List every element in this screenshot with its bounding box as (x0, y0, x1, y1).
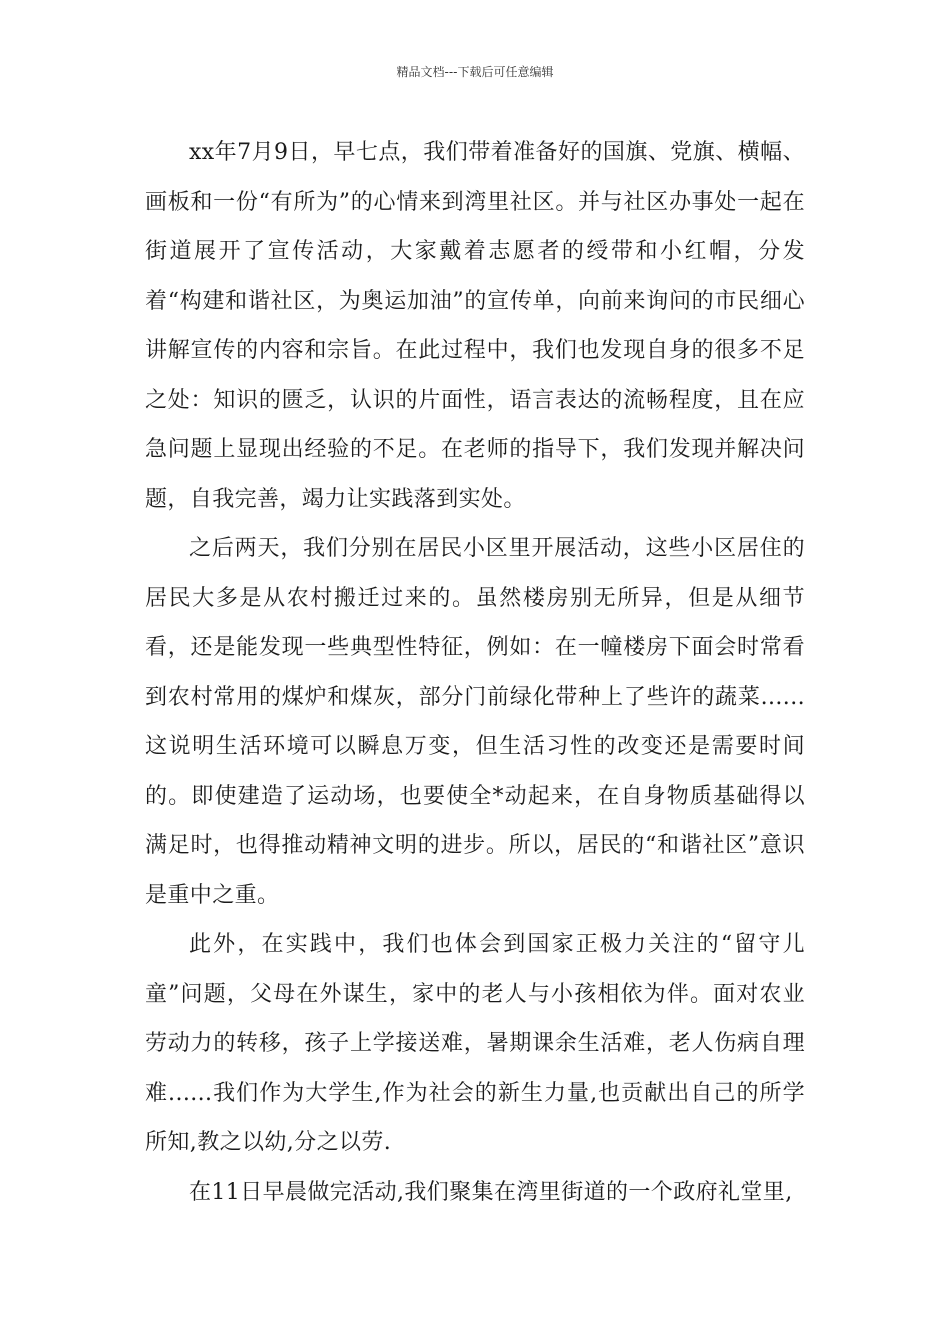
paragraph-2: 之后两天，我们分别在居民小区里开展活动，这些小区居住的居民大多是从农村搬迁过来的。虽然楼房别无所异，但是从细节看，还是能发现一些典型性特征，例如：在一幢楼房下面会时常看到农村常用的煤炉和煤灰，部分门前绿化带种上了些许的蔬菜......这说明生活环境可以瞬息万变，但生活习性的改变还是需要时间的。即使建造了运动场，也要使全*动起来，在自身物质基础得以满足时，也得推动精神文明的进步。所以，居民的“和谐社区”意识是重中之重。 (145, 536, 805, 908)
paragraph-4: 在11日早晨做完活动,我们聚集在湾里街道的一个政府礼堂里, (189, 1179, 793, 1205)
page-header: 精品文档---下载后可任意编辑 (396, 65, 554, 79)
paragraph-1: xx年7月9日，早七点，我们带着准备好的国旗、党旗、横幅、画板和一份“有所为”的心情来到湾里社区。并与社区办事处一起在街道展开了宣传活动，大家戴着志愿者的绶带和小红帽，分发着“构建和谐社区，为奥运加油”的宣传单，向前来询问的市民细心讲解宣传的内容和宗旨。在此过程中，我们也发现自身的很多不足之处：知识的匮乏，认识的片面性，语言表达的流畅程度，且在应急问题上显现出经验的不足。在老师的指导下，我们发现并解决问题，自我完善，竭力让实践落到实处。 (145, 140, 805, 512)
document-body (145, 128, 805, 1217)
paragraph-3: 此外，在实践中，我们也体会到国家正极力关注的“留守儿童”问题，父母在外谋生，家中的老人与小孩相依为伴。面对农业劳动力的转移，孩子上学接送难，暑期课余生活难，老人伤病自理难......我们作为大学生,作为社会的新生力量,也贡献出自己的所学所知,教之以幼,分之以劳. (145, 932, 805, 1155)
